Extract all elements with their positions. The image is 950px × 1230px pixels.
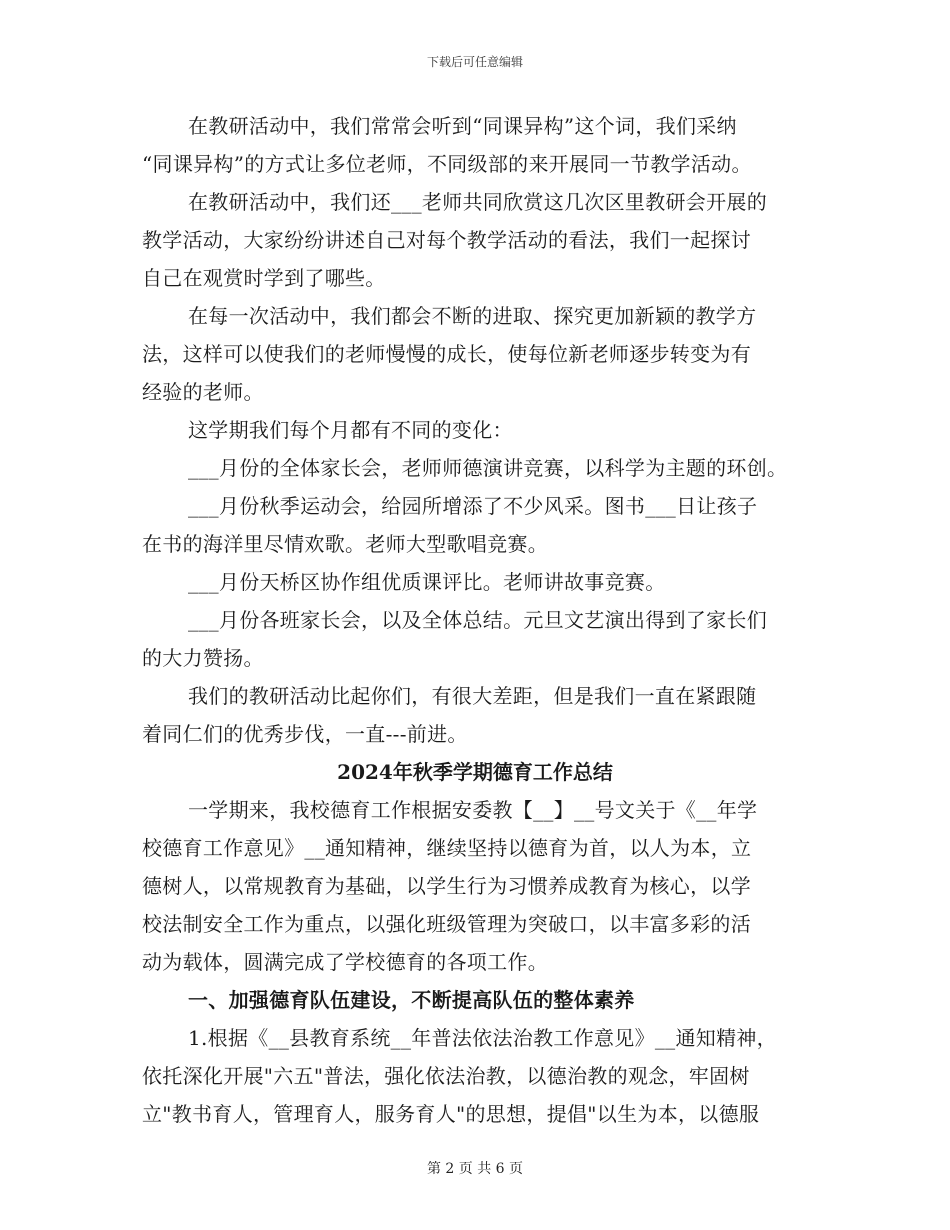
paragraph-line: 立"教书育人，管理育人，服务育人"的思想，提倡"以生为本，以德服: [142, 1102, 760, 1126]
paragraph-line: 法，这样可以使我们的老师慢慢的成长，使每位新老师逐步转变为有: [142, 342, 751, 366]
paragraph-line: ___月份的全体家长会，老师师德演讲竞赛，以科学为主题的环创。: [188, 456, 788, 480]
section-title: 2024年秋季学期德育工作总结: [337, 760, 613, 784]
paragraph-line: 在教研活动中，我们常常会听到“同课异构”这个词，我们采纳: [188, 114, 737, 138]
paragraph-line: 经验的老师。: [142, 380, 264, 404]
paragraph-line: 在书的海洋里尽情欢歌。老师大型歌唱竞赛。: [142, 532, 548, 556]
paragraph-line: 在每一次活动中，我们都会不断的进取、探究更加新颖的教学方: [188, 304, 757, 328]
paragraph-line: 德树人，以常规教育为基础，以学生行为习惯养成教育为核心，以学: [142, 874, 751, 898]
paragraph-line: ___月份秋季运动会，给园所增添了不少风采。图书___日让孩子: [188, 494, 758, 518]
paragraph-line: 我们的教研活动比起你们，有很大差距，但是我们一直在紧跟随: [188, 684, 757, 708]
section-heading: 一、加强德育队伍建设，不断提高队伍的整体素养: [188, 988, 635, 1012]
paragraph-line: 自己在观赏时学到了哪些。: [142, 266, 386, 290]
paragraph-line: 的大力赞扬。: [142, 646, 264, 670]
paragraph-line: ___月份各班家长会，以及全体总结。元旦文艺演出得到了家长们: [188, 608, 767, 632]
paragraph-line: 校法制安全工作为重点，以强化班级管理为突破口，以丰富多彩的活: [142, 912, 751, 936]
paragraph-line: 动为载体，圆满完成了学校德育的各项工作。: [142, 950, 548, 974]
page-header: 下载后可任意编辑: [426, 55, 523, 69]
paragraph-line: 校德育工作意见》__通知精神，继续坚持以德育为首，以人为本，立: [142, 836, 752, 860]
paragraph-line: 一学期来，我校德育工作根据安委教【__】__号文关于《__年学: [188, 798, 758, 822]
paragraph-line: “同课异构”的方式让多位老师，不同级部的来开展同一节教学活动。: [142, 152, 752, 176]
paragraph-line: 1.根据《__县教育系统__年普法依法治教工作意见》__通知精神，: [188, 1026, 777, 1050]
paragraph-line: 着同仁们的优秀步伐，一直---前进。: [142, 722, 468, 746]
paragraph-line: 这学期我们每个月都有不同的变化：: [188, 418, 513, 442]
paragraph-line: 在教研活动中，我们还___老师共同欣赏这几次区里教研会开展的: [188, 190, 767, 214]
paragraph-line: ___月份天桥区协作组优质课评比。老师讲故事竞赛。: [188, 570, 666, 594]
paragraph-line: 教学活动，大家纷纷讲述自己对每个教学活动的看法，我们一起探讨: [142, 228, 751, 252]
paragraph-line: 依托深化开展"六五"普法，强化依法治教，以德治教的观念，牢固树: [142, 1064, 750, 1088]
page-footer: 第 2 页 共 6 页: [426, 1161, 524, 1177]
